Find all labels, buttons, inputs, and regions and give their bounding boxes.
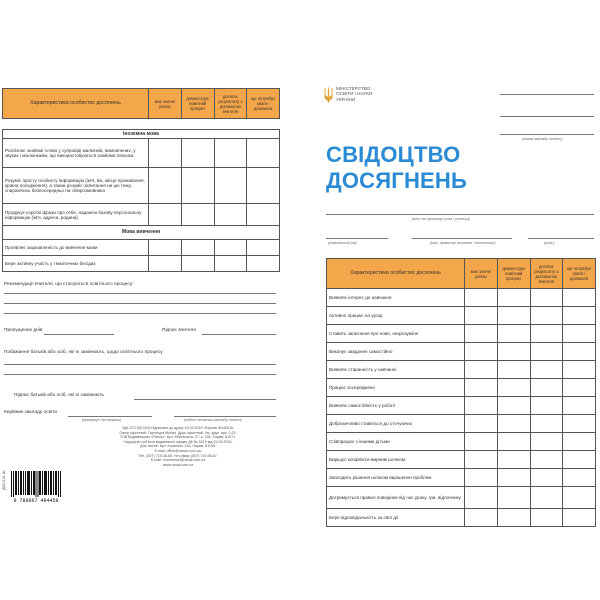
mark-cell[interactable] — [563, 451, 596, 469]
mark-cell[interactable] — [530, 487, 563, 509]
year-line[interactable] — [326, 238, 388, 239]
mark-cell[interactable] — [214, 204, 247, 226]
left-table-header-col: має значні успіхи — [149, 89, 182, 119]
mark-cell[interactable] — [530, 397, 563, 415]
table-row-label: Вирішує конфлікти мирним шляхом — [327, 451, 465, 469]
table-row-label: Працює зосереджено — [327, 379, 465, 397]
mark-cell[interactable] — [530, 379, 563, 397]
right-table-header-col: ще потребує уваги і допомоги — [563, 259, 596, 289]
page-title — [326, 142, 467, 194]
left-achievement-table — [2, 88, 280, 272]
mark-cell[interactable] — [181, 204, 214, 226]
mark-cell[interactable] — [465, 509, 498, 527]
mark-cell[interactable] — [563, 361, 596, 379]
imprint-line: Свідоцтво суб'єкта видавничої справи ДК № 5215 від 22.09.2016. — [123, 439, 233, 444]
left-table-header-col: демонструє помітний прогрес — [181, 89, 214, 119]
table-row-label: Бере активну участь у тематичних бесідах — [3, 256, 149, 272]
mark-cell[interactable] — [530, 509, 563, 527]
table-row-label: Доброзичливо ставиться до оточуючих — [327, 415, 465, 433]
mark-cell[interactable] — [181, 240, 214, 256]
teacher-line[interactable] — [412, 238, 512, 239]
director-name-caption: (прізвище та ініціали) — [82, 418, 122, 422]
imprint-line: Тел. (057) 719-48-65, тел./факс (057) 719-58-67. — [138, 453, 218, 458]
imprint-line: E-mail: commerce@ranok.com.ua — [150, 458, 206, 463]
mark-cell[interactable] — [497, 325, 530, 343]
school-line[interactable] — [500, 134, 594, 135]
mark-cell[interactable] — [214, 256, 247, 272]
imprint-line: ТОВ Видавництво «Ранок», вул. Кібальчича, 27, к. 135, Харків, 61071. — [119, 435, 237, 440]
mark-cell[interactable] — [497, 415, 530, 433]
write-line[interactable] — [4, 374, 276, 375]
mark-cell[interactable] — [181, 139, 214, 168]
imprint-line: E-mail: office@ranok.com.ua. — [154, 448, 202, 453]
section-title: Іноземна мова — [3, 130, 280, 139]
mark-cell[interactable] — [497, 379, 530, 397]
mark-cell[interactable] — [563, 307, 596, 325]
mark-cell[interactable] — [497, 451, 530, 469]
parents-sign-label: Підпис батьків або осіб, які їх замінюють — [14, 393, 105, 398]
mark-cell[interactable] — [247, 240, 280, 256]
mark-cell[interactable] — [530, 307, 563, 325]
table-row-label: Дотримується правил поведінки під час уроку, гри, відпочинку — [327, 487, 465, 509]
table-row-label: Виявляє самостійність у роботі — [327, 397, 465, 415]
director-label: Керівник закладу освіти — [4, 410, 58, 415]
mark-cell[interactable] — [465, 433, 498, 451]
mark-cell[interactable] — [465, 325, 498, 343]
mark-cell[interactable] — [214, 168, 247, 204]
student-caption: (ім'я та прізвище учня / учениці) — [412, 217, 470, 221]
mark-cell[interactable] — [530, 433, 563, 451]
missed-days-line[interactable] — [44, 334, 114, 335]
mark-cell[interactable] — [465, 469, 498, 487]
mark-cell[interactable] — [247, 256, 280, 272]
imprint-line: Папір офсетний. Гарнітура Myriad. Друк офсетний. Ум. друк. арк. 0,25. — [119, 430, 237, 435]
mark-cell[interactable] — [530, 325, 563, 343]
mark-cell[interactable] — [530, 289, 563, 307]
mark-cell[interactable] — [465, 415, 498, 433]
mark-cell[interactable] — [530, 415, 563, 433]
mark-cell[interactable] — [149, 240, 182, 256]
mark-cell[interactable] — [465, 307, 498, 325]
table-row-label: Розпізнає знайомі слова у супровіді малюнків, вимовлених, у звуках і малюнками, що використовуються знайома лексика — [3, 139, 149, 168]
coat-of-arms-icon — [324, 86, 333, 103]
mark-cell[interactable] — [497, 307, 530, 325]
mark-cell[interactable] — [530, 361, 563, 379]
mark-cell[interactable] — [149, 256, 182, 272]
title-line: ДОСЯГНЕНЬ — [326, 168, 468, 193]
mark-cell[interactable] — [497, 343, 530, 361]
mark-cell[interactable] — [149, 168, 182, 204]
right-table-header-col: демонструє помітний прогрес — [497, 259, 530, 289]
ministry-name — [336, 86, 372, 102]
director-name-line[interactable] — [68, 416, 152, 417]
vertical-code: Д31Ч101 А1 — [2, 470, 6, 490]
write-line[interactable] — [4, 313, 276, 314]
mark-cell[interactable] — [563, 509, 596, 527]
ministry-line: МІНІСТЕРСТВО — [336, 86, 371, 91]
table-row-label: Виявляє старанність у навчанні — [327, 361, 465, 379]
mark-cell[interactable] — [465, 487, 498, 509]
parents-wishes-label: Побажання батьків або осіб, які їх замінюють, щодо освітнього процесу — [4, 350, 163, 355]
mark-cell[interactable] — [465, 397, 498, 415]
mark-cell[interactable] — [563, 343, 596, 361]
table-row-label: Знаходить рішення шляхом вирішення проблем — [327, 469, 465, 487]
mark-cell[interactable] — [530, 343, 563, 361]
section-title: Мова вивчення — [3, 226, 280, 240]
mark-cell[interactable] — [563, 325, 596, 343]
mark-cell[interactable] — [563, 415, 596, 433]
table-row-label: Ставить запитання про нове, незрозуміле — [327, 325, 465, 343]
title-line: СВІДОЦТВО — [326, 142, 461, 167]
director-sign-caption: (підпис печатка закладу освіти) — [184, 418, 242, 422]
mark-cell[interactable] — [563, 397, 596, 415]
missed-days-label: Пропущених днів — [4, 328, 43, 333]
mark-cell[interactable] — [497, 289, 530, 307]
left-table-header-title: Характеристика особистих досягнень — [3, 89, 149, 119]
mark-cell[interactable] — [181, 256, 214, 272]
mark-cell[interactable] — [247, 168, 280, 204]
mark-cell[interactable] — [247, 139, 280, 168]
write-line[interactable] — [4, 364, 276, 365]
ministry-line: ОСВІТИ І НАУКИ — [336, 91, 373, 97]
table-row-label: Виконує завдання самостійно — [327, 343, 465, 361]
table-row-label: Продукує короткі фрази про себе, надаючи базову персональну інформацію (ім'я, адреса, родина) — [3, 204, 149, 226]
mark-cell[interactable] — [149, 139, 182, 168]
right-achievement-table — [326, 258, 596, 527]
mark-cell[interactable] — [465, 379, 498, 397]
mark-cell[interactable] — [497, 487, 530, 509]
mark-cell[interactable] — [465, 361, 498, 379]
barcode-number: 9 789667 494458 — [13, 498, 59, 504]
school-line[interactable] — [500, 116, 594, 117]
table-row-label: Проявляє зацікавленість до вивчення мови — [3, 240, 149, 256]
imprint-line: www.ranok.com.ua — [162, 462, 194, 467]
left-table-header-col: ще потребує уваги і допомоги — [247, 89, 280, 119]
mark-cell[interactable] — [563, 433, 596, 451]
write-line[interactable] — [4, 293, 276, 294]
teacher-sign-line[interactable] — [202, 334, 276, 335]
table-row-label: Активно працює на уроці — [327, 307, 465, 325]
imprint-line: Для листів: вул. Космічна, 21а, Харків, 61145. — [140, 444, 216, 449]
mark-cell[interactable] — [214, 139, 247, 168]
table-row-label: Виявляє інтерес до навчання — [327, 289, 465, 307]
mark-cell[interactable] — [149, 204, 182, 226]
school-caption: (назва закладу освіти) — [522, 137, 563, 141]
right-table-header-col: має значні успіхи — [465, 259, 498, 289]
right-page — [322, 78, 596, 520]
right-table-header-col: досягає результату з допомогою вчителя — [530, 259, 563, 289]
mark-cell[interactable] — [181, 168, 214, 204]
class-caption: (клас) — [544, 241, 555, 245]
right-table-header-title: Характеристика особистих досягнень — [327, 259, 465, 289]
mark-cell[interactable] — [530, 451, 563, 469]
mark-cell[interactable] — [497, 397, 530, 415]
student-line[interactable] — [326, 214, 594, 215]
table-row-label: Розуміє просту особисту інформацію (ім'я, вік, місце проживання, країна походження), а також розуміє запитання на цю тему, спираючись безпосередньо на співрозмовника — [3, 168, 149, 204]
mark-cell[interactable] — [497, 433, 530, 451]
mark-cell[interactable] — [497, 509, 530, 527]
mark-cell[interactable] — [247, 204, 280, 226]
imprint-line: УДК 373.3(0.034) Підписано до друку 15.02.2019. Формат 60х84/16. — [121, 426, 235, 430]
teacher-sign-label: Підпис вчителя — [162, 328, 196, 333]
mark-cell[interactable] — [465, 451, 498, 469]
teacher-recommendations-label: Рекомендації вчителя, що стосуються освітнього процесу: — [4, 282, 134, 287]
parents-sign-line[interactable] — [134, 399, 276, 400]
ministry-line: УКРАЇНИ — [336, 96, 356, 102]
class-line[interactable] — [528, 238, 594, 239]
table-row-label: Співпрацює з іншими дітьми — [327, 433, 465, 451]
left-page — [2, 88, 280, 508]
mark-cell[interactable] — [497, 361, 530, 379]
mark-cell[interactable] — [465, 343, 498, 361]
mark-cell[interactable] — [563, 469, 596, 487]
mark-cell[interactable] — [563, 289, 596, 307]
mark-cell[interactable] — [530, 469, 563, 487]
mark-cell[interactable] — [497, 469, 530, 487]
teacher-caption: (ім'я, прізвище вчителя / вчительки) — [430, 241, 496, 245]
barcode-icon — [8, 470, 64, 504]
mark-cell[interactable] — [465, 289, 498, 307]
mark-cell[interactable] — [214, 240, 247, 256]
school-line[interactable] — [500, 94, 594, 95]
imprint-block — [88, 426, 268, 467]
mark-cell[interactable] — [563, 379, 596, 397]
table-row-label: Бере відповідальність за свої дії — [327, 509, 465, 527]
year-caption: (навчальний рік) — [328, 241, 357, 245]
mark-cell[interactable] — [563, 487, 596, 509]
left-table-header-col: досягає результату з допомогою вчителя — [214, 89, 247, 119]
write-line[interactable] — [4, 303, 276, 304]
director-sign-line[interactable] — [174, 416, 276, 417]
